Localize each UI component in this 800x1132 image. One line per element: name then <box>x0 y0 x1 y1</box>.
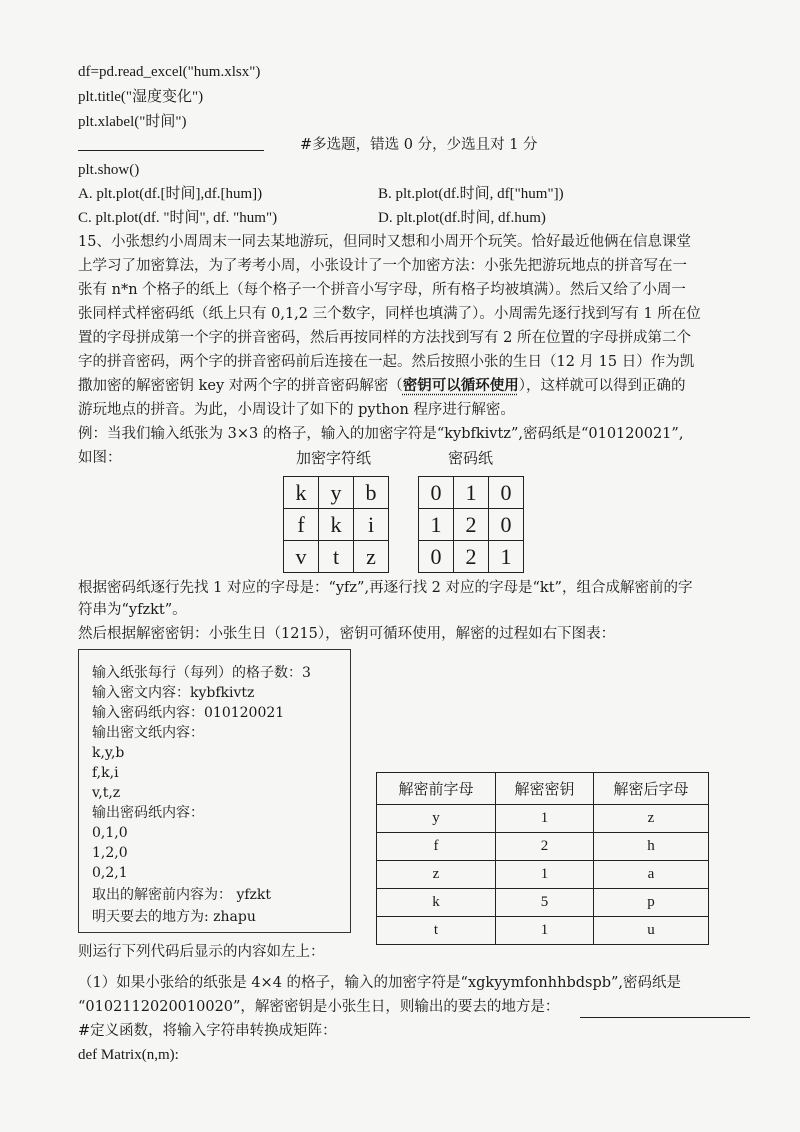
output-line: v,t,z <box>92 785 121 801</box>
def-line: def Matrix(n,m): <box>78 1047 179 1063</box>
code-cell: 2 <box>454 541 489 573</box>
comment-line: #定义函数，将输入字符串转换成矩阵： <box>78 1023 337 1039</box>
answer-blank-plot <box>78 150 264 151</box>
decrypt-header: 解密密钥 <box>496 773 594 805</box>
decrypt-cell: u <box>594 917 709 945</box>
q15-line-7 <box>78 376 686 396</box>
option-d: D. plt.plot(df.时间, df.hum) <box>378 210 546 226</box>
decrypt-cell: 5 <box>496 889 594 917</box>
cipher-cell: k <box>319 509 354 541</box>
decrypt-cell: z <box>377 861 496 889</box>
explain-line-1: 根据密码纸逐行先找 1 对应的字母是：“yfz”,再逐行找 2 对应的字母是“kt”，组合成解密前的字 <box>78 580 693 596</box>
cipher-cell: v <box>284 541 319 573</box>
cipher-cell: f <box>284 509 319 541</box>
code-cell: 0 <box>489 477 524 509</box>
q15-line-6: 字的拼音密码，两个字的拼音密码前后连接在一起。然后按照小张的生日（12 月 15 日）作为凯 <box>78 354 695 370</box>
code-grid <box>418 476 524 573</box>
explain-line-2: 符串为“yfzkt”。 <box>78 602 187 618</box>
decrypt-cell: k <box>377 889 496 917</box>
output-line: 输出密文纸内容： <box>92 725 204 741</box>
output-line: 输入纸张每行（每列）的格子数：3 <box>92 665 311 681</box>
q15-line-8: 游玩地点的拼音。为此，小周设计了如下的 python 程序进行解密。 <box>78 402 515 418</box>
q15-line-2: 上学习了加密算法，为了考考小周，小张设计了一个加密方法：小张先把游玩地点的拼音写在一 <box>78 258 687 274</box>
decrypt-cell: t <box>377 917 496 945</box>
code-line-title: plt.title("湿度变化") <box>78 89 204 105</box>
q15-line-5: 置的字母拼成第一个字的拼音密码，然后再按同样的方法找到写有 2 所在位置的字母拼成第二个 <box>78 330 691 346</box>
q15-line-3: 张有 n*n 个格子的纸上（每个格子一个拼音小写字母，所有格子均被填满）。然后又给了小周一 <box>78 282 686 298</box>
decrypt-cell: h <box>594 833 709 861</box>
output-line: 0,2,1 <box>92 865 128 881</box>
decrypt-cell: f <box>377 833 496 861</box>
option-b: B. plt.plot(df.时间, df["hum"]) <box>378 186 564 202</box>
decrypt-header: 解密后字母 <box>594 773 709 805</box>
cipher-grid <box>283 476 389 573</box>
decrypt-header: 解密前字母 <box>377 773 496 805</box>
code-grid-caption: 密码纸 <box>448 449 494 467</box>
output-line: k,y,b <box>92 745 125 761</box>
code-line-read-excel: df=pd.read_excel("hum.xlsx") <box>78 64 261 80</box>
program-output-box <box>78 649 351 933</box>
decrypt-cell: p <box>594 889 709 917</box>
decrypt-table <box>376 772 709 945</box>
output-line: 取出的解密前内容为： yfzkt <box>92 887 272 903</box>
option-c: C. plt.plot(df. "时间", df. "hum") <box>78 210 278 226</box>
code-cell: 1 <box>419 509 454 541</box>
output-line: f,k,i <box>92 765 119 781</box>
cipher-cell: z <box>354 541 389 573</box>
code-cell: 2 <box>454 509 489 541</box>
subquestion-1-line-1: （1）如果小张给的纸张是 4×4 的格子，输入的加密字符是“xgkyymfonhhbdspb”,密码纸是 <box>78 975 682 991</box>
cipher-cell: y <box>319 477 354 509</box>
output-line: 输入密文内容：kybfkivtz <box>92 685 255 701</box>
code-cell: 0 <box>419 541 454 573</box>
code-cell: 1 <box>454 477 489 509</box>
decrypt-cell: 1 <box>496 805 594 833</box>
question-note: #多选题，错选 0 分，少选且对 1 分 <box>300 137 538 153</box>
explain-line-3: 然后根据解密密钥：小张生日（1215），密钥可循环使用，解密的过程如右下图表： <box>78 626 616 642</box>
example-line: 例：当我们输入纸张为 3×3 的格子，输入的加密字符是“kybfkivtz”,密码纸是“010120021”, <box>78 426 684 442</box>
key-cyclic-emphasis: 密钥可以循环使用 <box>402 377 519 394</box>
cipher-cell: i <box>354 509 389 541</box>
option-a: A. plt.plot(df.[时间],df.[hum]) <box>78 186 263 202</box>
code-cell: 0 <box>489 509 524 541</box>
decrypt-cell: 2 <box>496 833 594 861</box>
code-cell: 1 <box>489 541 524 573</box>
code-line-xlabel: plt.xlabel("时间") <box>78 114 187 130</box>
output-line: 0,1,0 <box>92 825 128 841</box>
after-line: 则运行下列代码后显示的内容如左上： <box>78 944 325 960</box>
output-line: 输出密码纸内容： <box>92 805 204 821</box>
code-line-show: plt.show() <box>78 162 140 178</box>
decrypt-cell: y <box>377 805 496 833</box>
decrypt-cell: a <box>594 861 709 889</box>
q15-line-7-post: ），这样就可以得到正确的 <box>518 378 686 394</box>
decrypt-cell: 1 <box>496 861 594 889</box>
cipher-cell: k <box>284 477 319 509</box>
q15-line-1: 15、小张想约小周周末一同去某地游玩，但同时又想和小周开个玩笑。恰好最近他俩在信息课堂 <box>78 234 691 250</box>
cipher-grid-caption: 加密字符纸 <box>296 449 372 467</box>
cipher-cell: t <box>319 541 354 573</box>
cipher-cell: b <box>354 477 389 509</box>
output-line: 1,2,0 <box>92 845 128 861</box>
output-line: 明天要去的地方为: zhapu <box>92 909 256 925</box>
output-line: 输入密码纸内容：010120021 <box>92 705 285 721</box>
q15-line-4: 张同样式样密码纸（纸上只有 0,1,2 三个数字，同样也填满了）。小周需先逐行找到写有 1 所在位 <box>78 306 701 322</box>
q15-line-7-pre: 撒加密的解密密钥 key 对两个字的拼音密码解密（ <box>78 378 403 394</box>
decrypt-cell: z <box>594 805 709 833</box>
subquestion-1-line-2: “0102112020010020”，解密密钥是小张生日，则输出的要去的地方是： <box>78 999 560 1015</box>
as-shown-line: 如图： <box>78 450 122 466</box>
decrypt-cell: 1 <box>496 917 594 945</box>
code-cell: 0 <box>419 477 454 509</box>
answer-blank-destination <box>580 1017 750 1018</box>
